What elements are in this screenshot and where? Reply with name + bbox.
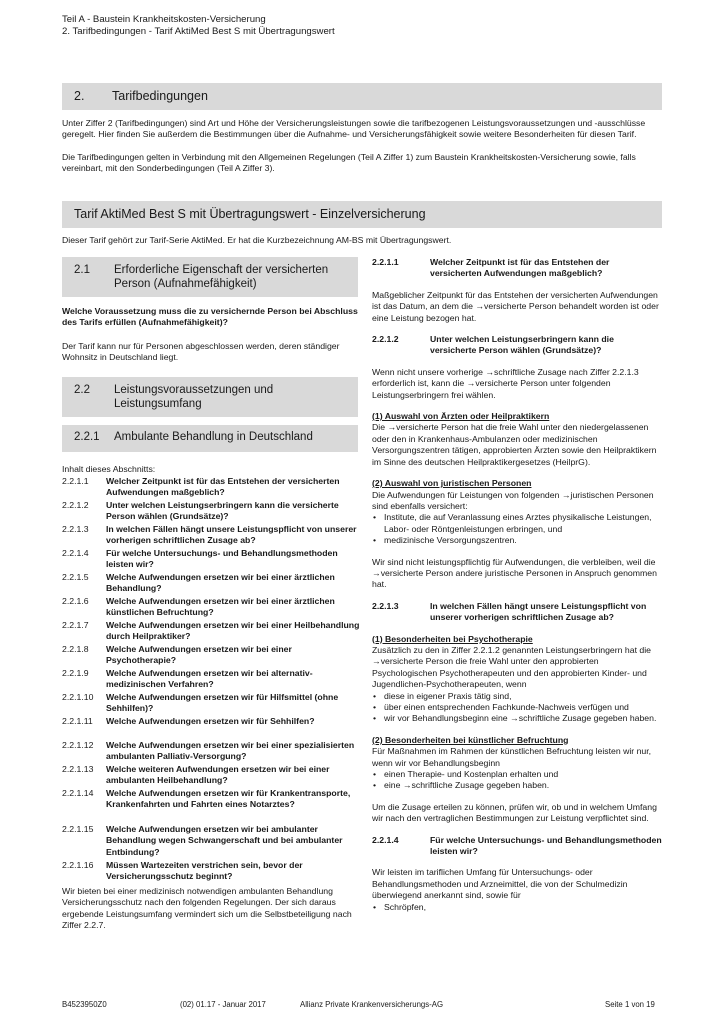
- list-item: • einen Therapie- und Kostenplan erhalten und: [372, 769, 662, 780]
- toc-entry[interactable]: 2.2.1.10 Welche Aufwendungen ersetzen wir für Hilfsmittel (ohne Sehhilfen)?: [62, 692, 339, 714]
- right-column: [372, 257, 662, 913]
- toc-entry[interactable]: 2.2.1.5 Welche Aufwendungen ersetzen wir bei einer ärztlichen Behandlung?: [62, 572, 335, 594]
- toc-entry[interactable]: 2.2.1.13 Welche weiteren Aufwendungen ersetzen wir bei einer ambulanten Heilbehandlung?: [62, 764, 330, 786]
- auswahl-juristische-heading: (2) Auswahl von juristischen Personen: [372, 478, 532, 489]
- section-2-2-1-title: Ambulante Behandlung in Deutschland: [114, 431, 313, 443]
- list-item: • Institute, die auf Veranlassung eines Arztes physikalische Leistungen, Labor- oder Röntgenleistungen erbringen, und: [372, 512, 662, 535]
- list-item: • wir vor Behandlungsbeginn eine →schriftliche Zusage gegeben haben.: [372, 713, 662, 724]
- zusage-text: Um die Zusage erteilen zu können, prüfen wir, ob und in welchem Umfang wir nach den vertraglichen Bestimmungen zur Leistung verpflichtet sind.: [372, 801, 657, 824]
- toc-entry[interactable]: 2.2.1.7 Welche Aufwendungen ersetzen wir bei einer Heilbehandlung durch Heilpraktiker?: [62, 620, 360, 642]
- toc-entry[interactable]: 2.2.1.1 Welcher Zeitpunkt ist für das Entstehen der versicherten Aufwendungen maßgeblich?: [62, 476, 340, 498]
- toc-label: Inhalt dieses Abschnitts:: [62, 464, 156, 474]
- toc-entry[interactable]: 2.2.1.15 Welche Aufwendungen ersetzen wir bei ambulanter Behandlung wegen Schwangerschaft und bei ambulanter Entbindung?: [62, 824, 343, 857]
- section-2-heading: [62, 83, 662, 110]
- toc-entry[interactable]: 2.2.1.8 Welche Aufwendungen ersetzen wir bei einer Psychotherapie?: [62, 644, 292, 666]
- aufnahme-question: Welche Voraussetzung muss die zu versichernde Person bei Abschluss des Tarifs erfüllen (Aufnahmefähigkeit)?: [62, 306, 358, 328]
- section-2-2-1-heading: [62, 425, 358, 452]
- toc-entry[interactable]: 2.2.1.14 Welche Aufwendungen ersetzen wir für Krankentransporte, Krankenfahrten und Fahrten eines Notarztes?: [62, 788, 351, 810]
- methoden-list: [372, 902, 662, 913]
- footer-company: Allianz Private Krankenversicherungs-AG: [300, 1000, 444, 1009]
- intro-paragraph-1: Unter Ziffer 2 (Tarifbedingungen) sind Art und Höhe der Versicherungsleistungen sowie die tarifbezogenen Leistungsvoraussetzungen und -ausschlüsse geregelt. Hier finden Sie außerdem die Bestimmungen über die Aufnahme- und Versicherungsfähigkeit sowie weitere Besonderheiten für diesen Tarif.: [62, 118, 646, 140]
- list-item: • Schröpfen,: [372, 902, 662, 913]
- toc-entry[interactable]: 2.2.1.11 Welche Aufwendungen ersetzen wir für Sehhilfen?: [62, 716, 315, 726]
- list-item: • medizinische Versorgungszentren.: [372, 535, 662, 546]
- toc-entry[interactable]: 2.2.1.6 Welche Aufwendungen ersetzen wir bei einer ärztlichen künstlichen Befruchtung?: [62, 596, 335, 618]
- methoden-text: Wir leisten im tariflichen Umfang für Untersuchungs- oder Behandlungsmethoden und Arzneimittel, die von der Schulmedizin überwiegend anerkannt sind, sowie für: [372, 867, 628, 901]
- aufnahme-answer: Der Tarif kann nur für Personen abgeschlossen werden, deren ständiger Wohnsitz in Deutschland liegt.: [62, 341, 340, 363]
- nicht-leistungspflichtig-text: Wir sind nicht leistungspflichtig für Aufwendungen, die verbleiben, weil die →versicherte Person andere juristische Personen in Anspruch genommen hat.: [372, 556, 657, 590]
- subsection-2-2-1-3: 2.2.1.3 In welchen Fällen hängt unsere Leistungspflicht von unserer vorherigen schriftlichen Zusage ab?: [372, 600, 647, 623]
- section-title: Tarifbedingungen: [112, 89, 208, 103]
- list-item: • diese in eigener Praxis tätig sind,: [372, 691, 662, 702]
- header-line-2: 2. Tarifbedingungen - Tarif AktiMed Best S mit Übertragungswert: [62, 26, 335, 37]
- ambulant-intro: Wir bieten bei einer medizinisch notwendigen ambulanten Behandlung Versicherungsschutz nach den folgenden Regelungen. Der sich daraus ergebende Leistungsumfang vermindert sich um die Selbstbeteiligung nach Ziffer 2.2.7.: [62, 886, 352, 931]
- psychotherapie-text: Zusätzlich zu den in Ziffer 2.2.1.2 genannten Leistungserbringern hat die →versicherte Person die freie Wahl unter den approbierten Psychologischen Psychotherapeuten und den approbierten Kinder- und Jugendlichen-Psychotherapeuten, wenn: [372, 644, 651, 690]
- header-line-1: Teil A - Baustein Krankheitskosten-Versicherung: [62, 14, 266, 25]
- footer-page: Seite 1 von 19: [605, 1000, 655, 1009]
- table-of-contents: [62, 464, 362, 884]
- section-2-2-number: 2.2: [74, 384, 90, 396]
- list-item: • über einen entsprechenden Fachkunde-Nachweis verfügen und: [372, 702, 662, 713]
- section-2-1-title: Erforderliche Eigenschaft der versicherten Person (Aufnahmefähigkeit): [114, 264, 329, 290]
- toc-entry[interactable]: 2.2.1.2 Unter welchen Leistungserbringern kann die versicherte Person wählen (Grundsätze)?: [62, 500, 339, 522]
- section-2-2-title: Leistungsvoraussetzungen und Leistungsumfang: [114, 384, 274, 410]
- juristische-list: [372, 512, 662, 546]
- psychotherapie-list: [372, 691, 662, 725]
- befruchtung-heading: (2) Besonderheiten bei künstlicher Befruchtung: [372, 734, 569, 745]
- intro: [62, 118, 662, 175]
- section-2-2-heading: [62, 377, 358, 417]
- toc-entry[interactable]: 2.2.1.16 Müssen Wartezeiten verstrichen sein, bevor der Versicherungsschutz beginnt?: [62, 860, 303, 882]
- befruchtung-text: Für Maßnahmen im Rahmen der künstlichen Befruchtung leisten wir nur, wenn wir vor Behandlungsbeginn: [372, 746, 652, 768]
- toc-entry[interactable]: 2.2.1.12 Welche Aufwendungen ersetzen wir bei einer spezialisierten ambulanten Palliativ-Versorgung?: [62, 740, 355, 762]
- auswahl-aerzte-heading: (1) Auswahl von Ärzten oder Heilpraktikern: [372, 411, 550, 422]
- zeitpunkt-text: Maßgeblicher Zeitpunkt für das Entstehen der versicherten Aufwendungen ist das Datum, an dem die →versicherte Person behandelt worden ist oder eine Leistung bezogen hat.: [372, 289, 659, 323]
- psychotherapie-heading: (1) Besonderheiten bei Psychotherapie: [372, 633, 533, 644]
- section-number: 2.: [74, 89, 85, 103]
- subsection-2-2-1-1: 2.2.1.1 Welcher Zeitpunkt ist für das Entstehen der versicherten Aufwendungen maßgeblich?: [372, 257, 610, 279]
- subsection-2-2-1-4: 2.2.1.4 Für welche Untersuchungs- und Behandlungsmethoden leisten wir?: [372, 834, 662, 857]
- list-item: • eine →schriftliche Zusage gegeben haben.: [372, 780, 662, 791]
- tarif-heading: [62, 201, 662, 228]
- section-2-1-number: 2.1: [74, 264, 90, 276]
- tarif-description: Dieser Tarif gehört zur Tarif-Serie AktiMed. Er hat die Kurzbezeichnung AM-BS mit Übertragungswert.: [62, 235, 452, 245]
- intro-paragraph-2: Die Tarifbedingungen gelten in Verbindung mit den Allgemeinen Regelungen (Teil A Ziffer 1) zum Baustein Krankheitskosten-Versicherung sowie, falls vereinbart, mit den Sonderbedingungen (Teil A Ziffer 3).: [62, 151, 636, 174]
- toc-entry[interactable]: 2.2.1.9 Welche Aufwendungen ersetzen wir bei alternativ-medizinischen Verfahren?: [62, 668, 313, 690]
- befruchtung-list: [372, 769, 662, 792]
- running-header: [62, 14, 335, 38]
- footer-edition: (02) 01.17 - Januar 2017: [180, 1000, 266, 1009]
- footer-code: B4523950Z0: [62, 1000, 107, 1009]
- auswahl-aerzte-text: Die →versicherte Person hat die freie Wahl unter den niedergelassenen oder den in Krankenhaus-Ambulanzen oder medizinischen Versorgungszentren tätigen, approbierten Ärzten sowie den Heilpraktikern im Sinne des deutschen Heilpraktikergesetzes (HeilprG).: [372, 422, 657, 467]
- leistungserbringer-text: Wenn nicht unsere vorherige →schriftliche Zusage nach Ziffer 2.2.1.3 erforderlich ist, kann die →versicherte Person unter folgenden Leistungserbringern frei wählen.: [372, 366, 639, 400]
- toc-entry[interactable]: 2.2.1.4 Für welche Untersuchungs- und Behandlungsmethoden leisten wir?: [62, 548, 338, 570]
- section-2-1-heading: [62, 257, 358, 297]
- toc-entry[interactable]: 2.2.1.3 In welchen Fällen hängt unsere Leistungspflicht von unserer vorherigen schriftlichen Zusage ab?: [62, 524, 357, 546]
- subsection-2-2-1-2: 2.2.1.2 Unter welchen Leistungserbringern kann die versicherte Person wählen (Grundsätze)?: [372, 334, 614, 356]
- tarif-title: Tarif AktiMed Best S mit Übertragungswert - Einzelversicherung: [74, 207, 426, 221]
- section-2-2-1-number: 2.2.1: [74, 431, 100, 443]
- auswahl-juristische-text: Die Aufwendungen für Leistungen von folgenden →juristischen Personen sind ebenfalls versichert:: [372, 489, 654, 511]
